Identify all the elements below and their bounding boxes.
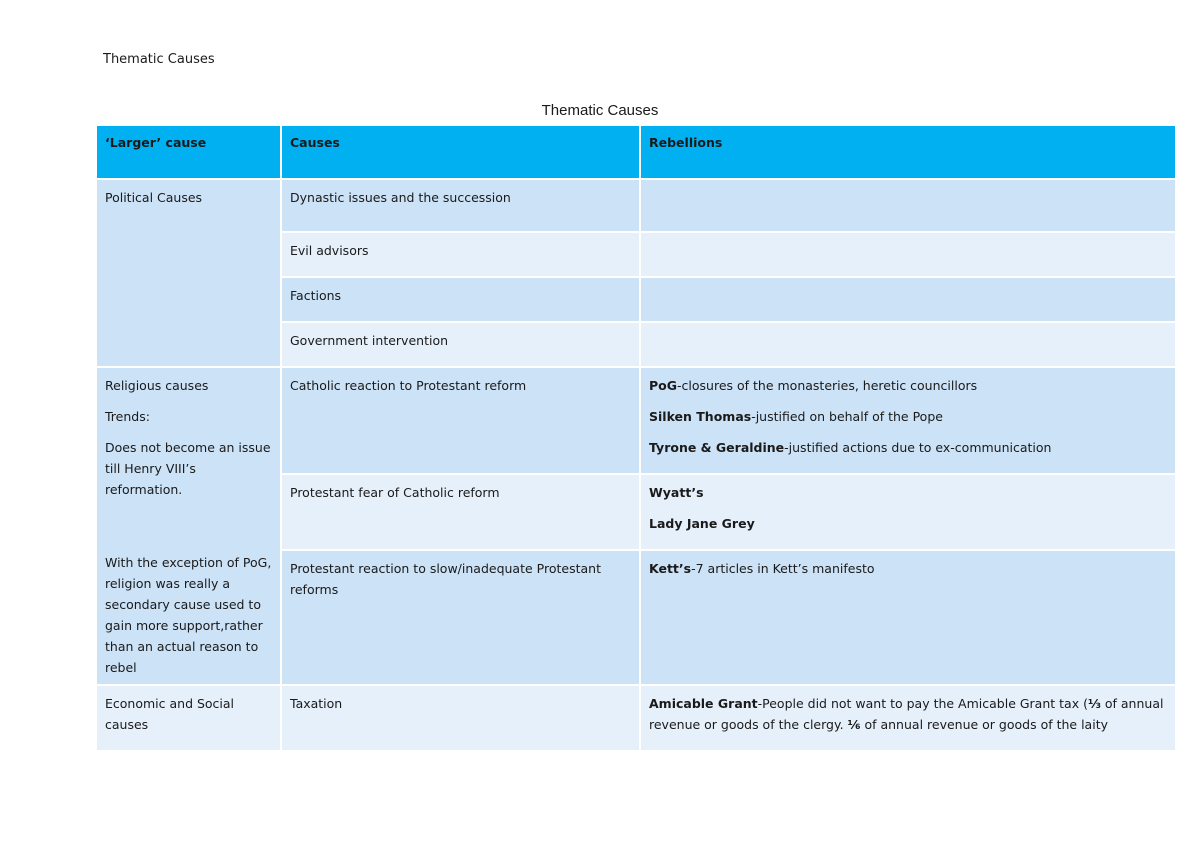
- header-causes: Causes: [282, 126, 639, 178]
- fraction-clergy: ⅓: [1087, 696, 1101, 711]
- rebellion-entry: [649, 558, 1167, 579]
- rebellion-cell: [641, 475, 1175, 549]
- rebellion-name: Wyatt’s: [649, 485, 704, 500]
- religious-causes-cell: [97, 368, 280, 684]
- rebellion-detail: -7 articles in Kett’s manifesto: [691, 560, 875, 576]
- table-row: [97, 180, 1175, 231]
- table-row: [97, 368, 1175, 473]
- rebellion-detail: -People did not want to pay the Amicable Grant tax (: [757, 696, 1088, 711]
- table-header-row: [97, 126, 1175, 178]
- rebellion-name: Amicable Grant: [649, 696, 758, 711]
- trends-note-1: Does not become an issue till Henry VIII’s reformation.: [105, 440, 271, 497]
- rebellion-entry: [649, 406, 1167, 427]
- page-header: Thematic Causes: [103, 52, 215, 67]
- trends-label: Trends:: [105, 409, 150, 424]
- economic-causes-cell: Economic and Social causes: [97, 686, 280, 750]
- cause-cell: Protestant fear of Catholic reform: [282, 475, 639, 549]
- rebellion-name: Lady Jane Grey: [649, 516, 755, 531]
- political-causes-cell: [97, 180, 280, 366]
- cause-cell: Dynastic issues and the succession: [282, 180, 639, 231]
- rebellion-entry: [649, 482, 1167, 503]
- rebellion-detail: -justified actions due to ex-communication: [784, 440, 1052, 455]
- rebellion-cell: [641, 686, 1175, 750]
- rebellion-name: Silken Thomas: [649, 409, 752, 424]
- political-causes-label: Political Causes: [105, 190, 203, 205]
- rebellion-detail: of annual revenue or goods of the clergy.: [649, 696, 1164, 732]
- table-row: [97, 686, 1175, 750]
- rebellion-cell: [641, 278, 1175, 321]
- rebellion-entry: [649, 375, 1167, 396]
- header-larger-cause: ‘Larger’ cause: [97, 126, 280, 178]
- rebellion-detail: of annual revenue or goods of the laity: [860, 717, 1108, 732]
- rebellion-name: Kett’s: [649, 560, 692, 576]
- cause-cell: Catholic reaction to Protestant reform: [282, 368, 639, 473]
- cause-cell: Taxation: [282, 686, 639, 750]
- rebellion-cell: [641, 551, 1175, 684]
- rebellion-cell: [641, 180, 1175, 231]
- religious-causes-label: Religious causes: [105, 378, 209, 393]
- thematic-causes-table: [95, 124, 1177, 752]
- document-title: Thematic Causes: [541, 102, 659, 119]
- rebellion-cell: [641, 323, 1175, 366]
- cause-cell: Protestant reaction to slow/inadequate Protestant reforms: [282, 551, 639, 684]
- header-rebellions: Rebellions: [641, 126, 1175, 178]
- fraction-laity: ⅙: [847, 717, 861, 732]
- rebellion-name: Tyrone & Geraldine: [649, 440, 785, 455]
- rebellion-detail: -closures of the monasteries, heretic councillors: [677, 378, 978, 393]
- rebellion-detail: -justified on behalf of the Pope: [751, 409, 943, 424]
- cause-cell: Factions: [282, 278, 639, 321]
- cause-cell: Evil advisors: [282, 233, 639, 276]
- rebellion-entry: [649, 513, 1167, 534]
- rebellion-cell: [641, 233, 1175, 276]
- rebellion-entry: [649, 437, 1167, 458]
- rebellion-name: PoG: [649, 378, 678, 393]
- cause-cell: Government intervention: [282, 323, 639, 366]
- rebellion-cell: [641, 368, 1175, 473]
- trends-note-2: With the exception of PoG, religion was really a secondary cause used to gain more support,rather than an actual reason to rebel: [105, 555, 272, 675]
